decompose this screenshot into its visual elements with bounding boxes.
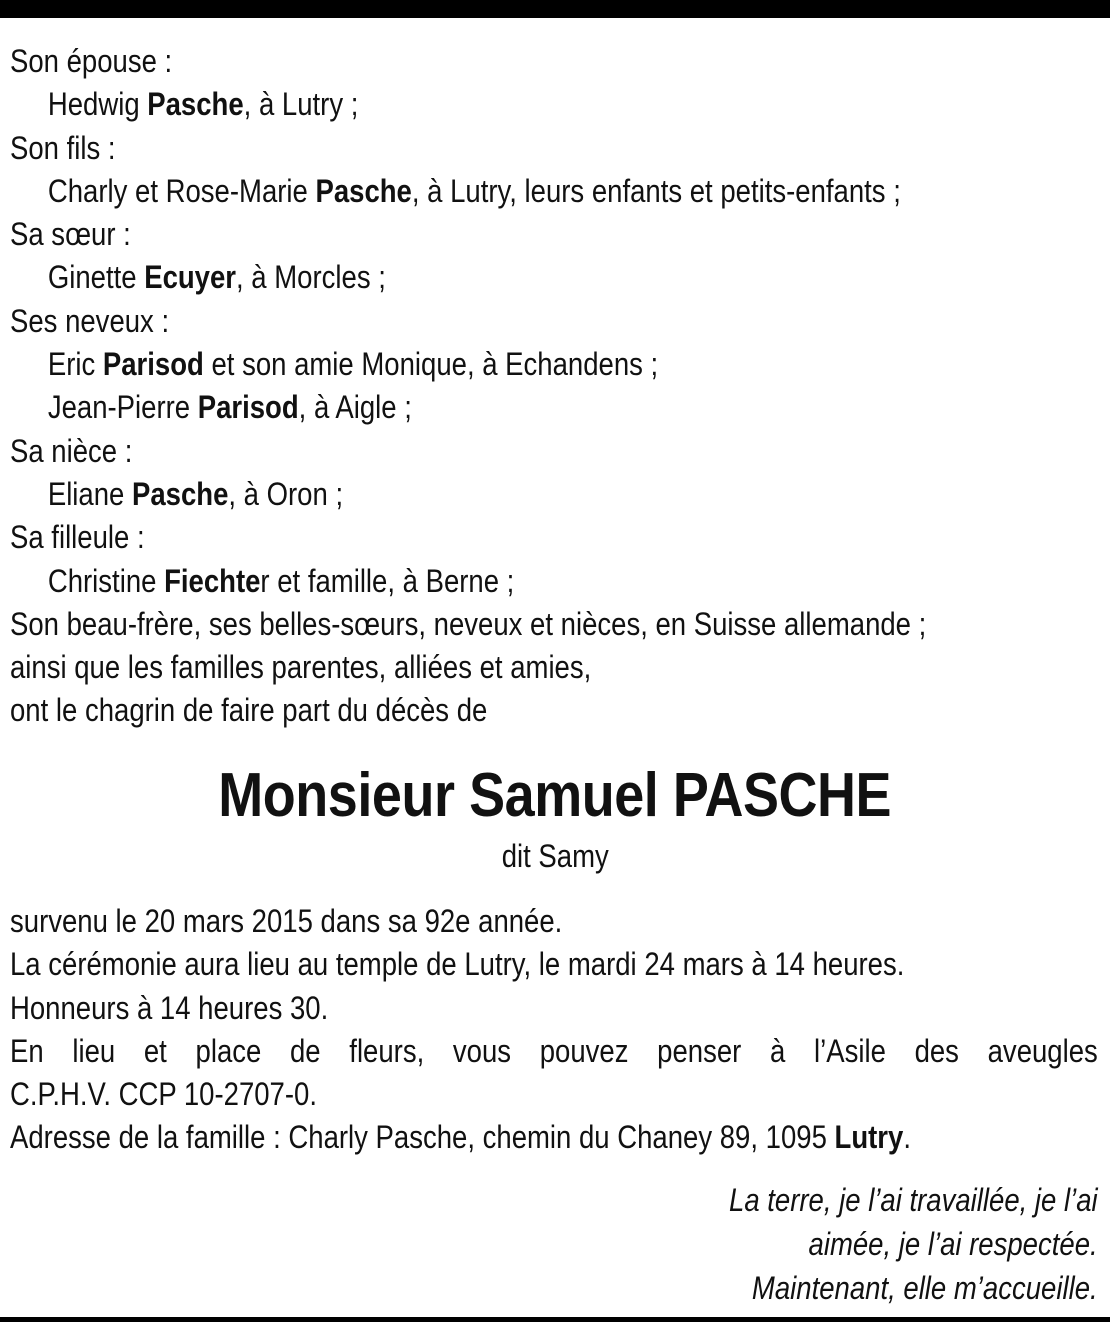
relation-label: Ses neveux :	[10, 302, 170, 339]
quote-line: La terre, je l’ai travaillée, je l’ai	[729, 1182, 1098, 1218]
closing-line: ont le chagrin de faire part du décès de	[10, 692, 488, 729]
donation-word: penser	[657, 1032, 742, 1069]
deceased-heading	[0, 758, 1110, 878]
family-entry: Jean-Pierre Parisod, à Aigle ;	[47, 389, 412, 426]
donation-word: de	[289, 1032, 321, 1069]
relation-label: Sa sœur :	[10, 216, 131, 253]
donation-word: pouvez	[539, 1032, 629, 1069]
top-rule	[0, 0, 1110, 18]
death-date-line: survenu le 20 mars 2015 dans sa 92e année.	[10, 903, 563, 939]
donation-word: aveugles	[987, 1032, 1098, 1069]
closing-line: ainsi que les familles parentes, alliées et amies,	[10, 649, 592, 686]
donation-word: lieu	[72, 1032, 116, 1069]
donation-word: place	[195, 1032, 262, 1069]
donation-line	[10, 1030, 1098, 1073]
family-entry: Hedwig Pasche, à Lutry ;	[47, 86, 359, 123]
details-block	[10, 900, 1098, 1160]
donation-word: l’Asile	[814, 1032, 886, 1069]
epitaph-quote	[729, 1178, 1098, 1310]
donation-word: à	[770, 1032, 786, 1069]
quote-line: aimée, je l’ai respectée.	[808, 1226, 1098, 1262]
donation-word: des	[914, 1032, 959, 1069]
closing-line: Son beau-frère, ses belles-sœurs, neveux et nièces, en Suisse allemande ;	[10, 605, 927, 642]
relation-label: Son fils :	[10, 129, 116, 166]
relation-label: Son épouse :	[10, 43, 173, 79]
donation-word: vous	[452, 1032, 512, 1069]
address-line: Adresse de la famille : Charly Pasche, chemin du Chaney 89, 1095 Lutry.	[10, 1119, 911, 1156]
family-list	[10, 40, 1098, 733]
ceremony-line: La cérémonie aura lieu au temple de Lutry, le mardi 24 mars à 14 heures.	[10, 946, 905, 983]
donation-word: En	[10, 1032, 44, 1069]
bottom-rule	[0, 1317, 1110, 1322]
donation-word: et	[143, 1032, 167, 1069]
account-line: C.P.H.V. CCP 10-2707-0.	[10, 1076, 317, 1113]
family-entry: Charly et Rose-Marie Pasche, à Lutry, leurs enfants et petits-enfants ;	[47, 172, 901, 209]
honours-line: Honneurs à 14 heures 30.	[10, 989, 329, 1026]
relation-label: Sa filleule :	[10, 519, 145, 556]
deceased-name: Monsieur Samuel PASCHE	[218, 761, 892, 830]
family-entry: Eliane Pasche, à Oron ;	[47, 475, 344, 512]
family-entry: Ginette Ecuyer, à Morcles ;	[47, 259, 386, 296]
nickname: dit Samy	[501, 838, 609, 874]
family-entry: Christine Fiechter et famille, à Berne ;	[47, 562, 515, 599]
quote-line: Maintenant, elle m’accueille.	[752, 1270, 1098, 1306]
family-entry: Eric Parisod et son amie Monique, à Echandens ;	[47, 346, 659, 383]
relation-label: Sa nièce :	[10, 432, 133, 469]
donation-word: fleurs,	[349, 1032, 425, 1069]
